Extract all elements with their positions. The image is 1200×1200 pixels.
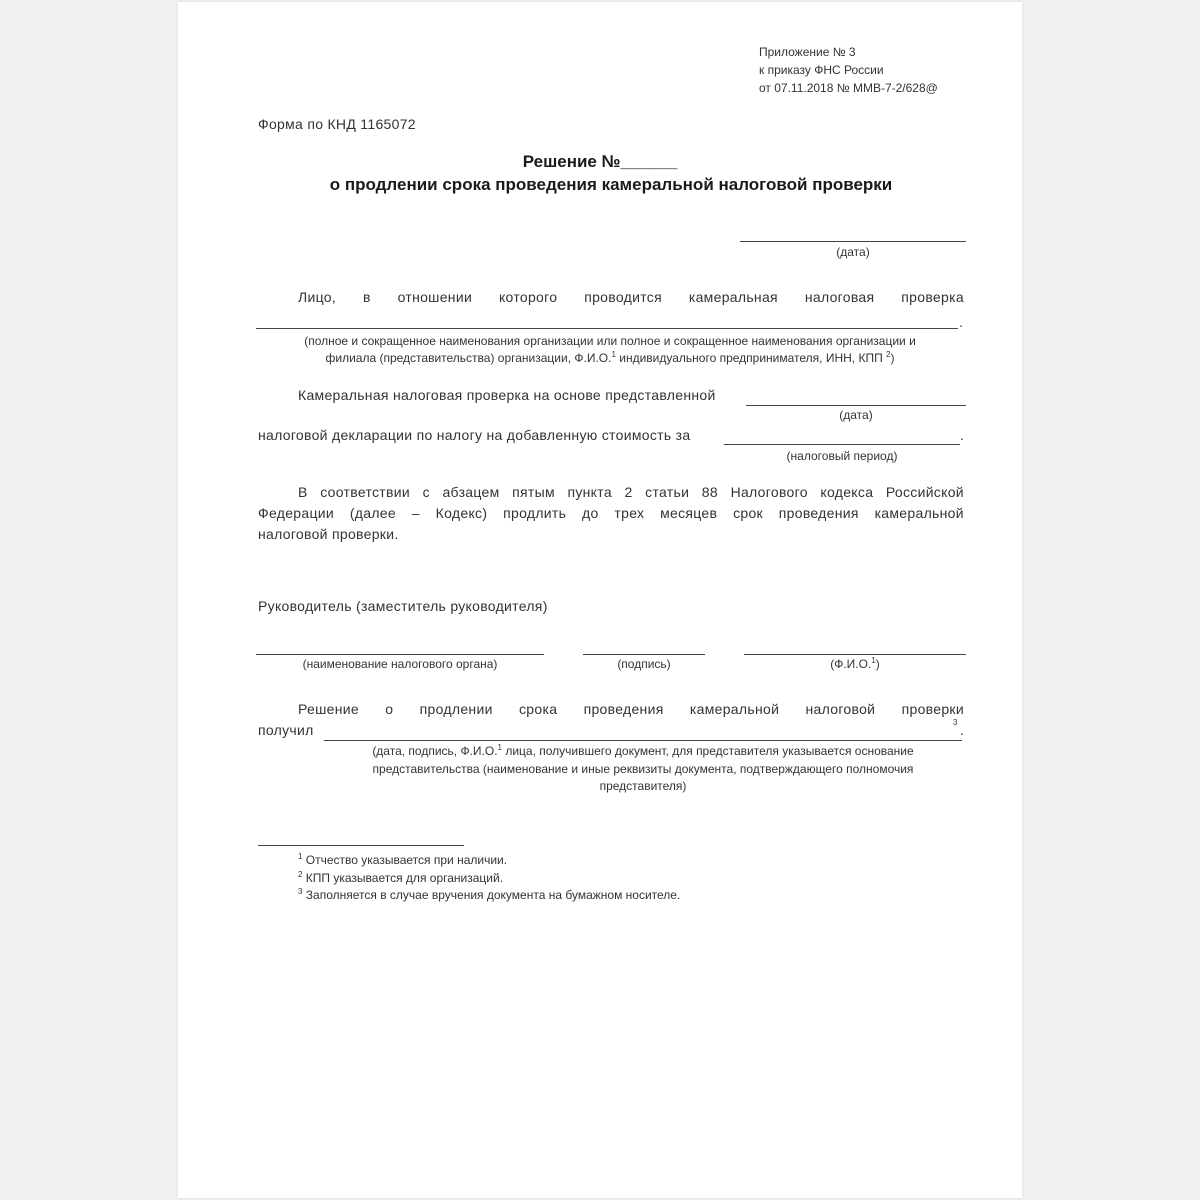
person-word: камеральная [688,289,778,305]
signature-head-label: Руководитель (заместитель руководителя) [258,598,548,614]
received-line-1: Решение о продлении срока проведения камеральной налоговой проверки [298,701,964,717]
signature-fio-caption: (Ф.И.О.$^1$) [830,656,880,671]
person-word: в [362,289,371,305]
received-note-line-1: (дата, подпись, Ф.И.О.$^1$ лица, получившего документ, для представителя указывается основание [372,743,914,758]
form-code: Форма по КНД 1165072 [258,116,416,132]
document-title: Решение №______ [522,152,678,171]
signature-sign-caption: (подпись) [617,657,671,671]
received-fill-line [324,740,962,741]
check-period-caption: (налоговый период) [786,449,898,463]
person-end-mark: . [959,314,964,330]
check-date-caption: (дата) [839,408,873,422]
footnote-1: $^1$ Отчество указывается при наличии. [298,852,508,867]
person-fill-line [256,328,958,329]
received-label: получил [258,722,314,738]
person-word: проверка [901,289,964,305]
appendix-line-1: Приложение № 3 [759,45,856,59]
appendix-line-2: к приказу ФНС России [759,63,884,77]
check-period-line [724,444,960,445]
signature-sign-line [583,654,705,655]
check-end-mark: . [960,427,965,443]
decision-line-3: налоговой проверки. [258,526,399,542]
person-word: проводится [584,289,662,305]
person-note-line-1: (полное и сокращенное наименования организации или полное и сокращенное наименования организации и [304,334,916,348]
check-date-line [746,405,966,406]
person-word: Лицо, [298,289,337,305]
person-word: которого [498,289,558,305]
decision-line-1: В соответствии с абзацем пятым пункта 2 статьи 88 Налогового кодекса Российской [298,484,964,500]
check-line-2: налоговой декларации по налогу на добавленную стоимость за [258,427,691,443]
person-line [298,289,964,305]
document-subtitle: о продлении срока проведения камеральной налоговой проверки [329,175,893,194]
footnote-2: $^2$ КПП указывается для организаций. [298,870,504,885]
received-end-mark: . [960,722,965,738]
signature-org-line [256,654,544,655]
check-line-1: Камеральная налоговая проверка на основе представленной [298,387,716,403]
received-note-line-3: представителя) [599,779,687,793]
date-line [740,241,966,242]
signature-org-caption: (наименование налогового органа) [302,657,498,671]
person-note-line-2: филиала (представительства) организации, Ф.И.О.$^1$ индивидуального предпринимателя, ИНН, КПП $^2$) [325,350,895,365]
person-word: отношении [397,289,473,305]
received-sup: 3 [953,718,958,727]
footnote-divider [258,845,464,846]
decision-line-2: Федерации (далее – Кодекс) продлить до трех месяцев срок проведения камеральной [258,505,964,521]
date-caption: (дата) [836,245,870,259]
received-note-line-2: представительства (наименование и иные реквизиты документа, подтверждающего полномочия [372,762,914,776]
appendix-line-3: от 07.11.2018 № ММВ-7-2/628@ [759,81,938,95]
document-page [178,2,1022,1198]
footnote-3: $^3$ Заполняется в случае вручения документа на бумажном носителе. [298,887,681,902]
person-word: налоговая [804,289,875,305]
signature-fio-line [744,654,966,655]
